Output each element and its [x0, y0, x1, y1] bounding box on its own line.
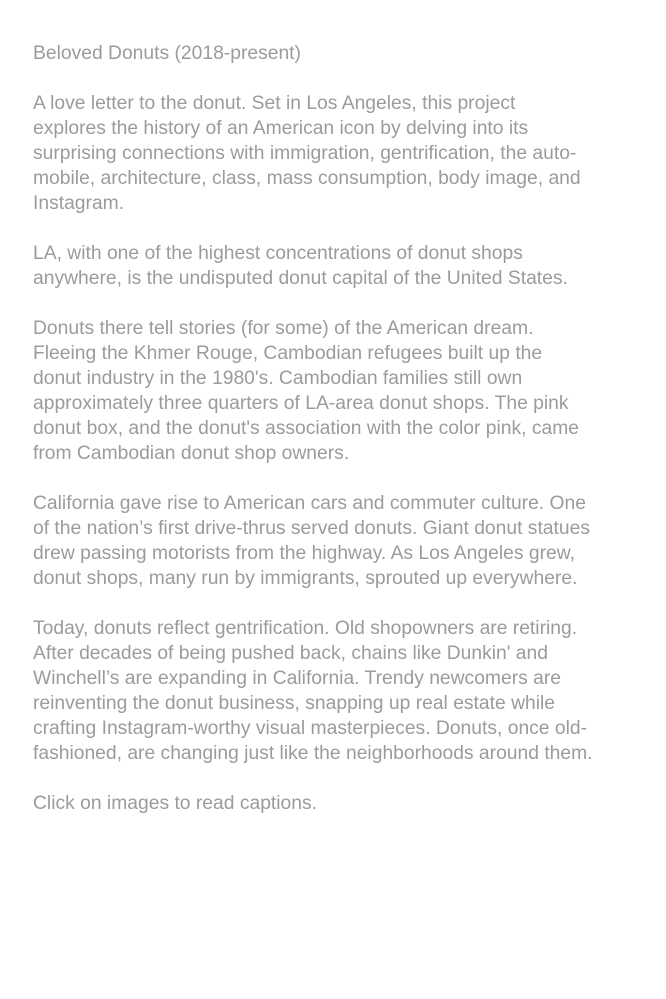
text-line: Donuts there tell stories (for some) of the American dream.: [33, 318, 534, 339]
text-line: donut industry in the 1980's. Cambodian families still own: [33, 368, 523, 389]
text-line: Today, donuts reflect gentrification. Old shopowners are retiring.: [33, 618, 578, 639]
text-line: fashioned, are changing just like the neighborhoods around them.: [33, 743, 593, 764]
text-line: anywhere, is the undisputed donut capital of the United States.: [33, 268, 568, 289]
text-line: Fleeing the Khmer Rouge, Cambodian refugees built up the: [33, 343, 543, 364]
text-line: LA, with one of the highest concentrations of donut shops: [33, 243, 523, 264]
paragraph-american-dream: [33, 316, 643, 466]
text-line: Instagram.: [33, 193, 125, 214]
text-line: explores the history of an American icon by delving into its: [33, 118, 529, 139]
text-line: crafting Instagram-worthy visual masterpieces. Donuts, once old-: [33, 718, 588, 739]
text-line: from Cambodian donut shop owners.: [33, 443, 350, 464]
captions-hint: Click on images to read captions.: [33, 793, 318, 814]
text-line: reinventing the donut business, snapping up real estate while: [33, 693, 556, 714]
text-line: of the nation’s first drive-thrus served donuts. Giant donut statues: [33, 518, 590, 539]
text-line: California gave rise to American cars and commuter culture. One: [33, 493, 586, 514]
text-line: surprising connections with immigration, gentrification, the auto-: [33, 143, 577, 164]
paragraph-gentrification: [33, 616, 643, 766]
paragraph-la-capital: [33, 241, 643, 291]
text-line: mobile, architecture, class, mass consumption, body image, and: [33, 168, 581, 189]
text-line: drew passing motorists from the highway. As Los Angeles grew,: [33, 543, 575, 564]
text-line: approximately three quarters of LA-area donut shops. The pink: [33, 393, 569, 414]
text-line: donut box, and the donut's association with the color pink, came: [33, 418, 580, 439]
text-line: A love letter to the donut. Set in Los Angeles, this project: [33, 93, 516, 114]
paragraph-car-culture: [33, 491, 643, 591]
text-line: Winchell’s are expanding in California. Trendy newcomers are: [33, 668, 561, 689]
text-line: donut shops, many run by immigrants, sprouted up everywhere.: [33, 568, 578, 589]
article: [33, 41, 643, 841]
text-line: After decades of being pushed back, chains like Dunkin' and: [33, 643, 548, 664]
paragraph-intro: [33, 91, 643, 216]
page-title: Beloved Donuts (2018-present): [33, 43, 301, 64]
